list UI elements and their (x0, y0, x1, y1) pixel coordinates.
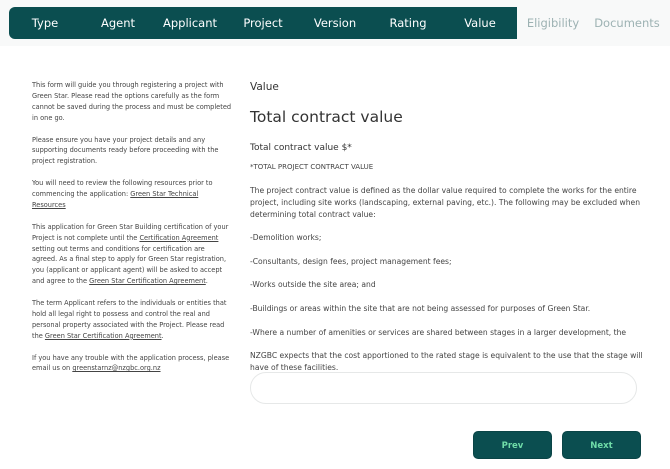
tab-type[interactable]: Type (31, 16, 59, 30)
resources-paragraph (32, 178, 232, 211)
exclusion-item: -Demolition works; (250, 233, 322, 243)
green-star-agreement-link-2[interactable]: Green Star Certification Agreement (44, 331, 162, 340)
page-title: Total contract value (250, 108, 403, 126)
agreement-paragraph (32, 222, 232, 287)
tab-agent[interactable]: Agent (100, 16, 136, 30)
tab-value[interactable]: Value (464, 16, 496, 30)
field-sublabel: *TOTAL PROJECT CONTRACT VALUE (250, 163, 374, 171)
field-description (250, 185, 648, 386)
exclusion-item: -Consultants, design fees, project management fees; (250, 256, 452, 266)
applicant-paragraph (32, 298, 232, 342)
exclusion-item: -Buildings or areas within the site that are not being assessed for purposes of Green Star. (250, 303, 591, 313)
agreement-text-c: . (205, 277, 208, 286)
email-link[interactable]: greenstarnz@nzgbc.org.nz (72, 364, 161, 373)
resources-text: You will need to review the following resources prior to commencing the application: (32, 179, 213, 199)
total-contract-value-input[interactable] (250, 372, 637, 404)
description-note: NZGBC expects that the cost apportioned to the rated stage is equivalent to the use that the stage will have of these facilities. (250, 351, 643, 372)
tab-version[interactable]: Version (313, 16, 357, 30)
description-paragraph: The project contract value is defined as the dollar value required to complete the works for the entire project, including site works (landscaping, external paving, etc.). The following may be excluded when determining total contract value: (250, 186, 641, 219)
applicant-text-end: . (161, 331, 164, 340)
tab-project[interactable]: Project (243, 16, 283, 30)
intro-paragraph: This form will guide you through registering a project with Green Star. Please read the options carefully as the form cannot be saved during the process and must be completed in one go. (32, 81, 232, 122)
agreement-text-a: This application for Green Star Building certification of your Project is not complete until the (32, 222, 229, 242)
contact-text: If you have any trouble with the application process, please email us on (32, 353, 230, 373)
instructions-panel (32, 80, 232, 385)
contact-paragraph (32, 353, 232, 375)
preparation-paragraph: Please ensure you have your project details and any supporting documents ready before proceeding with the project registration. (32, 135, 219, 166)
certification-agreement-link[interactable]: Certification Agreement (139, 233, 219, 242)
next-button[interactable]: Next (562, 431, 641, 459)
exclusion-item: -Works outside the site area; and (250, 280, 376, 290)
tab-applicant[interactable]: Applicant (162, 16, 218, 30)
form-content (250, 80, 650, 372)
tab-documents[interactable]: Documents (594, 16, 660, 30)
technical-resources-link[interactable]: Green Star Technical Resources (32, 190, 199, 209)
exclusion-item: -Where a number of amenities or services are shared between stages in a larger development, the (250, 327, 627, 337)
green-star-agreement-link[interactable]: Green Star Certification Agreement (89, 277, 206, 286)
agreement-text-b: setting out terms and conditions for certification are agreed. As a final step to apply for Green Star registration, you (applicant or applicant agent) will be asked to accept and agree to the (32, 244, 227, 286)
progress-nav (0, 0, 670, 46)
prev-button[interactable]: Prev (473, 431, 552, 459)
section-label: Value (250, 81, 279, 93)
tab-rating[interactable]: Rating (389, 16, 427, 30)
tab-eligibility[interactable]: Eligibility (526, 16, 580, 30)
applicant-text: The term Applicant refers to the individuals or entities that hold all legal right to possess and control the real and personal property associated with the Project. Please read the (32, 299, 227, 340)
field-label: Total contract value $* (250, 143, 352, 153)
